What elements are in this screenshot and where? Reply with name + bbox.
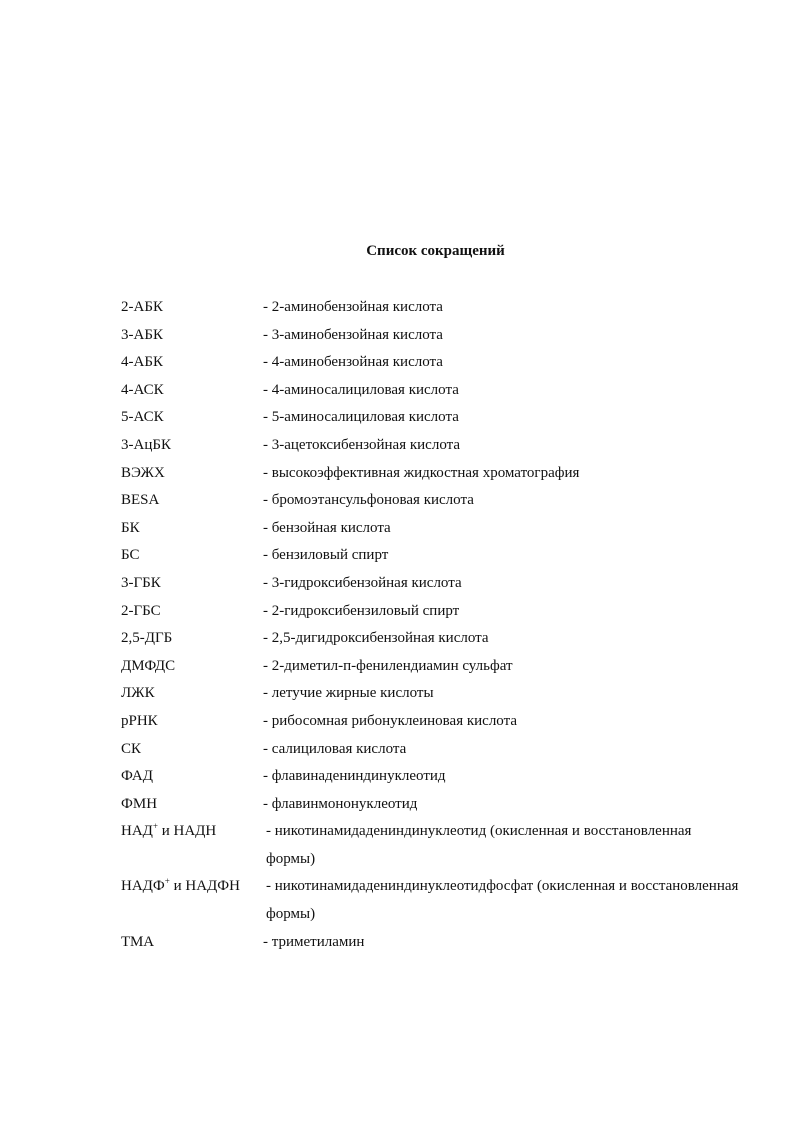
abbreviation-term: 3-ГБК [121, 574, 161, 591]
abbreviation-term-base: НАД [121, 823, 153, 840]
abbreviation-definition: - 3-аминобензойная кислота [263, 326, 443, 343]
abbreviation-definition: - бензойная кислота [263, 519, 391, 536]
abbreviation-definition: - 2-диметил-п-фенилендиамин сульфат [263, 657, 513, 674]
abbreviation-definition: - флавинадениндинуклеотид [263, 768, 446, 785]
abbreviation-term: ДМФДС [121, 657, 176, 674]
abbreviation-row [121, 487, 741, 515]
abbreviation-term: 2-АБК [121, 299, 163, 315]
abbreviation-definition: - 2-аминобензойная кислота [263, 299, 443, 315]
abbreviation-term: ФАД [121, 768, 153, 785]
abbreviation-definition: - флавинмононуклеотид [263, 795, 418, 812]
superscript-plus: + [164, 876, 170, 887]
abbreviation-term [121, 873, 240, 901]
abbreviation-term: рРНК [121, 712, 158, 729]
abbreviation-row [121, 542, 741, 570]
abbreviation-row [121, 653, 741, 681]
abbreviation-definition: - триметиламин [263, 933, 365, 950]
abbreviation-row [121, 873, 741, 928]
abbreviation-term: ФМН [121, 795, 158, 812]
abbreviation-definition: - 4-аминосалициловая кислота [263, 381, 459, 398]
abbreviation-definition: - никотинамидадениндинуклеотидфосфат (окисленная и восстановленная формы) [266, 878, 739, 923]
abbreviation-definition: - летучие жирные кислоты [263, 685, 434, 702]
abbreviation-row [121, 929, 741, 957]
abbreviation-term: 5-АСК [121, 409, 164, 426]
abbreviation-definition: - высокоэффективная жидкостная хроматография [263, 464, 580, 481]
superscript-plus: + [152, 821, 158, 832]
abbreviation-row [121, 625, 741, 653]
abbreviation-definition: - 4-аминобензойная кислота [263, 354, 443, 371]
abbreviation-row [121, 680, 741, 708]
abbreviation-term-rest: и НАДН [157, 823, 217, 840]
abbreviation-definition: - 3-ацетоксибензойная кислота [263, 436, 461, 453]
abbreviation-definition: - бензиловый спирт [263, 547, 389, 564]
abbreviation-definition: - 2-гидроксибензиловый спирт [263, 602, 460, 619]
abbreviation-term: 3-АБК [121, 326, 163, 343]
abbreviation-row [121, 708, 741, 736]
abbreviation-term: 3-АцБК [121, 436, 171, 453]
abbreviation-definition: - салициловая кислота [263, 740, 407, 757]
abbreviation-row [121, 515, 741, 543]
abbreviation-row [121, 818, 741, 873]
abbreviation-list [121, 294, 741, 956]
abbreviation-term: 4-АСК [121, 381, 164, 398]
abbreviation-term: БС [121, 547, 140, 564]
abbreviation-row [121, 432, 741, 460]
abbreviation-term: ВЭЖХ [121, 464, 165, 481]
abbreviation-row [121, 570, 741, 598]
abbreviation-term: ТМА [121, 933, 155, 950]
abbreviation-term: 4-АБК [121, 354, 163, 371]
abbreviation-definition: - 2,5-дигидроксибензойная кислота [263, 630, 489, 647]
abbreviation-definition: - никотинамидадениндинуклеотид (окисленная и восстановленная формы) [266, 823, 692, 867]
abbreviation-term: 2,5-ДГБ [121, 630, 173, 647]
abbreviation-term: БК [121, 519, 140, 536]
abbreviation-row [121, 598, 741, 626]
abbreviation-row [121, 404, 741, 432]
abbreviation-term [121, 818, 216, 846]
page-title: Список сокращений [366, 243, 505, 259]
abbreviation-definition: - 5-аминосалициловая кислота [263, 409, 459, 426]
abbreviation-term: BESA [121, 492, 160, 509]
abbreviation-row [121, 763, 741, 791]
abbreviation-term: СК [121, 740, 142, 757]
abbreviation-row [121, 322, 741, 350]
abbreviation-row [121, 460, 741, 488]
abbreviation-row [121, 736, 741, 764]
abbreviation-term: 2-ГБС [121, 602, 161, 619]
abbreviation-row [121, 377, 741, 405]
abbreviation-term: ЛЖК [121, 685, 155, 702]
abbreviation-definition: - рибосомная рибонуклеиновая кислота [263, 712, 517, 729]
abbreviation-definition: - 3-гидроксибензойная кислота [263, 574, 462, 591]
abbreviation-term-base: НАДФ [121, 878, 165, 895]
abbreviation-row [121, 294, 741, 322]
abbreviation-row [121, 791, 741, 819]
abbreviation-row [121, 349, 741, 377]
abbreviation-definition: - бромоэтансульфоновая кислота [263, 492, 474, 509]
abbreviation-term-rest: и НАДФН [169, 878, 240, 895]
